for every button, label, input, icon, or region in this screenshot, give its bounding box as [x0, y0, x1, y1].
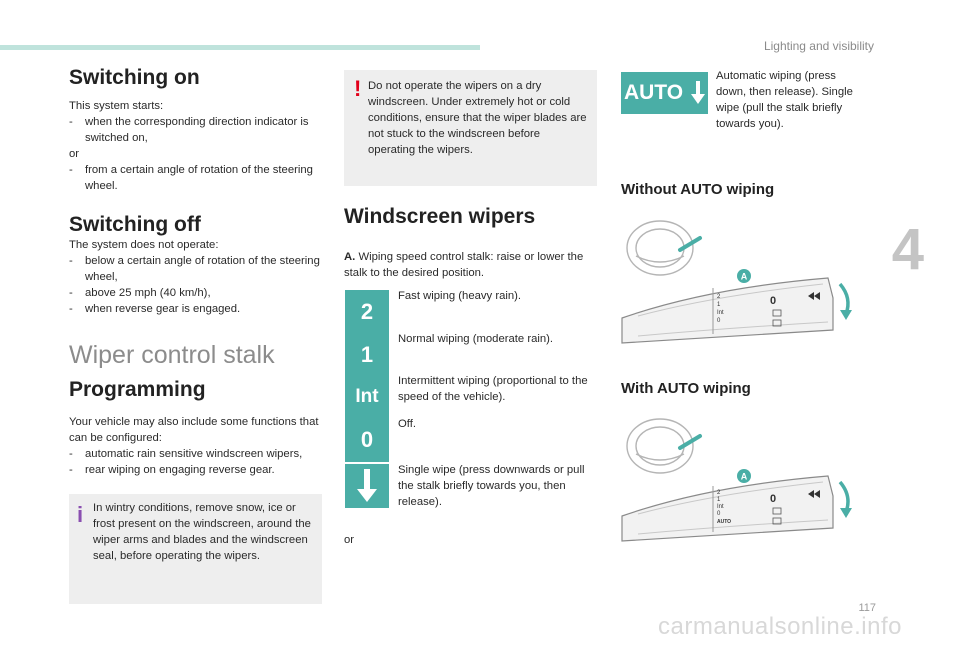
position-text: Intermittent wiping (proportional to the speed of the vehicle). [398, 375, 588, 403]
illus-marker-a: A [740, 471, 748, 482]
info-icon: i [77, 502, 84, 527]
switching-off-section [69, 213, 324, 317]
switching-on-item: - from a certain angle of rotation of the steering wheel. [69, 162, 324, 194]
stalk-description-text: Wiping speed control stalk: raise or lower the stalk to the desired position. [344, 251, 584, 279]
illus-auto-mark: AUTO [717, 519, 732, 525]
warning-note-text: Do not operate the wipers on a dry windscreen. Under extremely hot or cold conditions, ensure that the wiper blades are not stuck to the windscreen before operating the wipers. [368, 80, 587, 156]
down-arrow-icon [840, 310, 852, 320]
programming-item: - rear wiping on engaging reverse gear. [69, 462, 324, 478]
illus-pos-1: 1 [717, 302, 721, 308]
or-text: or [344, 534, 355, 546]
stalk-label: A. [344, 251, 356, 263]
position-int-symbol: Int [345, 375, 389, 419]
without-auto-title: Without AUTO wiping [621, 181, 775, 198]
position-text: Normal wiping (moderate rain). [398, 333, 554, 345]
illus-pos-int: Int [717, 310, 724, 316]
switching-on-title: Switching on [69, 66, 200, 89]
down-arrow-icon [840, 508, 852, 518]
switching-off-item: - when reverse gear is engaged. [69, 301, 324, 317]
position-text: Off. [398, 418, 416, 430]
windscreen-wipers-title: Windscreen wipers [344, 205, 536, 228]
watermark: carmanualsonline.info [658, 613, 902, 640]
illus-off-mark: 0 [770, 295, 777, 307]
position-text: Fast wiping (heavy rain). [398, 290, 522, 302]
programming-title: Programming [69, 378, 206, 401]
switching-on-section [69, 66, 324, 194]
auto-description: Automatic wiping (press down, then release). Single wipe (pull the stalk briefly towards you). [716, 70, 853, 130]
position-1-symbol: 1 [345, 333, 389, 377]
wiper-stalk-title: Wiper control stalk [69, 341, 275, 369]
switching-off-intro: The system does not operate: [69, 239, 219, 251]
switching-on-intro: This system starts: [69, 100, 164, 112]
programming-section [69, 378, 324, 478]
info-note-text: In wintry conditions, remove snow, ice or frost present on the windscreen, around the wiper arms and blades and the windscreen seal, before operating the wipers. [93, 502, 311, 562]
programming-intro: Your vehicle may also include some functions that can be configured: [69, 416, 319, 444]
stalk-description [344, 249, 589, 281]
info-note [69, 494, 322, 604]
down-arrow-icon [345, 464, 389, 508]
illus-marker-a: A [740, 271, 748, 282]
illus-pos-0: 0 [717, 318, 721, 324]
warning-note [344, 70, 597, 186]
auto-button-symbol [621, 72, 708, 114]
illus-pos-2: 2 [717, 490, 721, 496]
auto-label: AUTO [623, 81, 684, 104]
section-title: Lighting and visibility [763, 39, 874, 53]
illus-pos-0: 0 [717, 511, 721, 517]
with-auto-title: With AUTO wiping [621, 380, 751, 397]
illus-pos-2: 2 [717, 294, 721, 300]
warning-icon: ! [354, 76, 362, 101]
page-number: 117 [858, 602, 876, 614]
illus-pos-1: 1 [717, 497, 721, 503]
illus-pos-int: Int [717, 504, 724, 510]
header-accent-bar [0, 45, 480, 50]
programming-item: - automatic rain sensitive windscreen wipers, [69, 446, 324, 462]
position-2-symbol: 2 [345, 290, 389, 334]
position-text: Single wipe (press downwards or pull the stalk briefly towards you, then release). [398, 464, 585, 508]
position-0-symbol: 0 [345, 418, 389, 462]
stalk-illustration-without-auto [618, 218, 858, 353]
switching-off-item: - above 25 mph (40 km/h), [69, 285, 324, 301]
illus-off-mark: 0 [770, 493, 777, 505]
down-arrow-icon [691, 81, 705, 105]
switching-off-item: - below a certain angle of rotation of the steering wheel, [69, 253, 324, 285]
switching-on-or: or [69, 148, 80, 160]
stalk-illustration-with-auto [618, 416, 858, 551]
switching-off-title: Switching off [69, 213, 201, 236]
switching-on-item: - when the corresponding direction indicator is switched on, [69, 114, 324, 146]
chapter-number: 4 [891, 217, 924, 282]
